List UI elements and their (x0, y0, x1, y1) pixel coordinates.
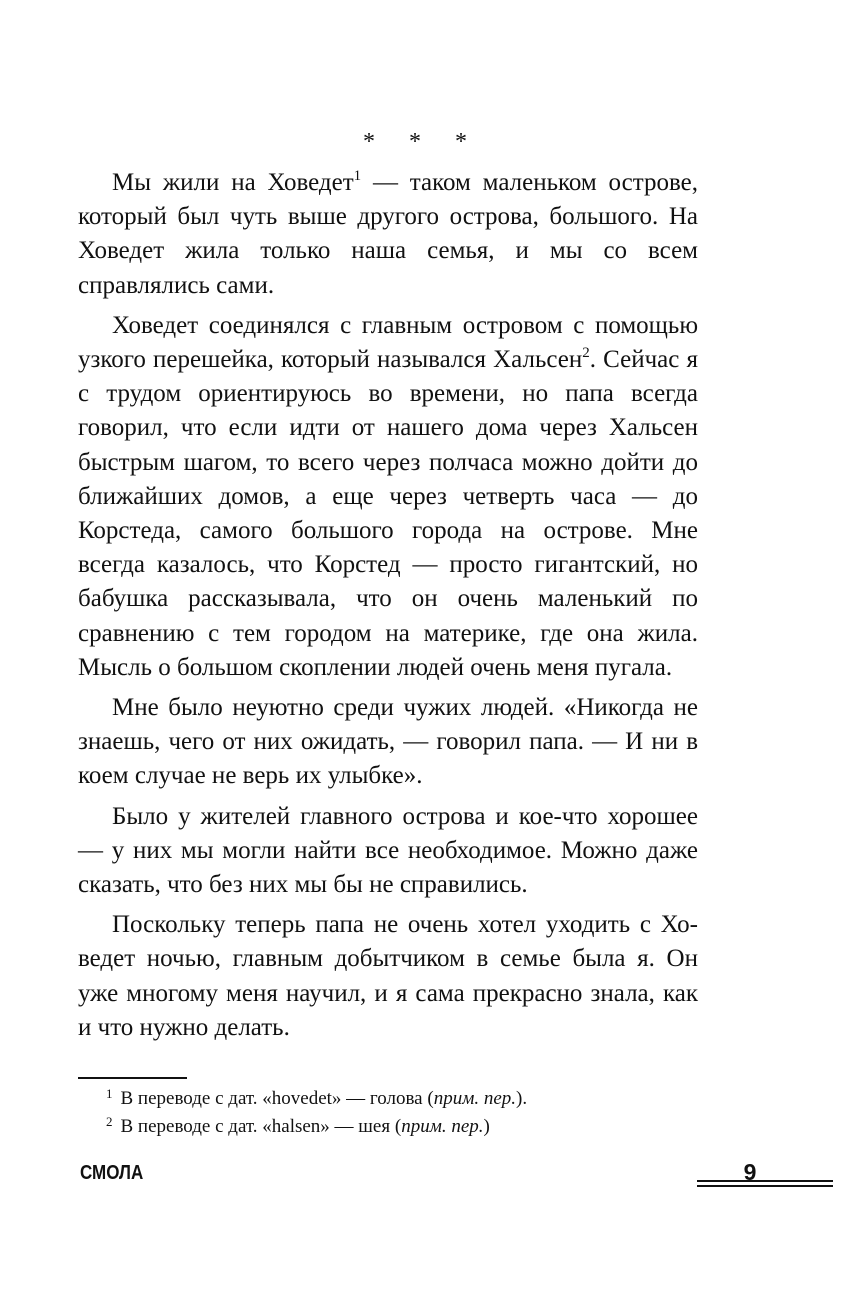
footnote-1-note: прим. пер. (433, 1088, 517, 1109)
paragraph-5: Поскольку теперь папа не очень хотел уходить с Ховедет ночью, главным добытчиком в семье была я. Он уже многому меня научил, и я сама прекрасно знала, как и что нужно делать. (78, 911, 698, 1041)
footnote-1-text: В переводе с дат. «hovedet» — голова ( (120, 1088, 434, 1109)
footnote-2-note: прим. пер. (401, 1116, 484, 1137)
footnote-2-mark: 2 (106, 1114, 113, 1129)
paragraph-3: Мне было неуютно среди чужих людей. «Никогда не знаешь, чего от них ожидать, — говорил папа. — И ни в коем случае не верь их улыбке». (78, 694, 698, 790)
paragraph-1 (78, 166, 698, 303)
footnote-divider (78, 1077, 187, 1079)
footnotes (106, 1085, 706, 1141)
footnote-ref-1: 1 (353, 168, 362, 184)
footnote-ref-2: 2 (582, 345, 590, 362)
paragraph-1-text-end: — таком маленьком острове, который был чуть выше другого острова, большого. На Ховедет жила только наша семья, и мы со всем справлялись сами. (78, 169, 698, 299)
running-title: СМОЛА (80, 1162, 144, 1184)
footnote-1-mark: 1 (106, 1086, 113, 1101)
paragraph-4: Было у жителей главного острова и кое-что хорошее — у них мы могли найти все необходимое. Можно даже сказать, что без них мы бы не справились. (78, 802, 698, 899)
footnote-2 (106, 1113, 706, 1141)
paragraph-1-text-start: Мы жили на Ховедет (112, 169, 354, 196)
body-text (78, 166, 698, 1051)
folio-rule-bottom (697, 1185, 833, 1187)
section-separator: * * * (363, 129, 481, 155)
footnote-2-text: В переводе с дат. «halsen» — шея ( (120, 1116, 402, 1137)
page-number: 9 (743, 1159, 757, 1185)
footnote-1 (106, 1085, 706, 1113)
paragraph-2 (78, 309, 698, 685)
footnote-1-tail: ). (516, 1088, 528, 1109)
paragraph-2-text-end: . Сейчас я с трудом ориентируюсь во времени, но папа всегда говорил, что если идти от нашего дома через Хальсен быстрым шагом, то всего через полчаса можно дойти до ближайших домов, а еще через четверть часа — до Корстеда, самого большого города на острове. Мне всегда казалось, что Корстед — просто гигантский, но бабушка рассказывала, что он очень маленький по сравнению с тем городом на материке, где она жила. Мысль о большом скоплении людей очень меня пугала. (78, 346, 698, 681)
paragraph-2-text-start: Ховедет соединялся с главным островом с помощью узкого перешейка, который назывался Хальсен (78, 311, 698, 374)
folio-rule-top (697, 1180, 833, 1182)
footnote-2-tail: ) (483, 1116, 490, 1137)
